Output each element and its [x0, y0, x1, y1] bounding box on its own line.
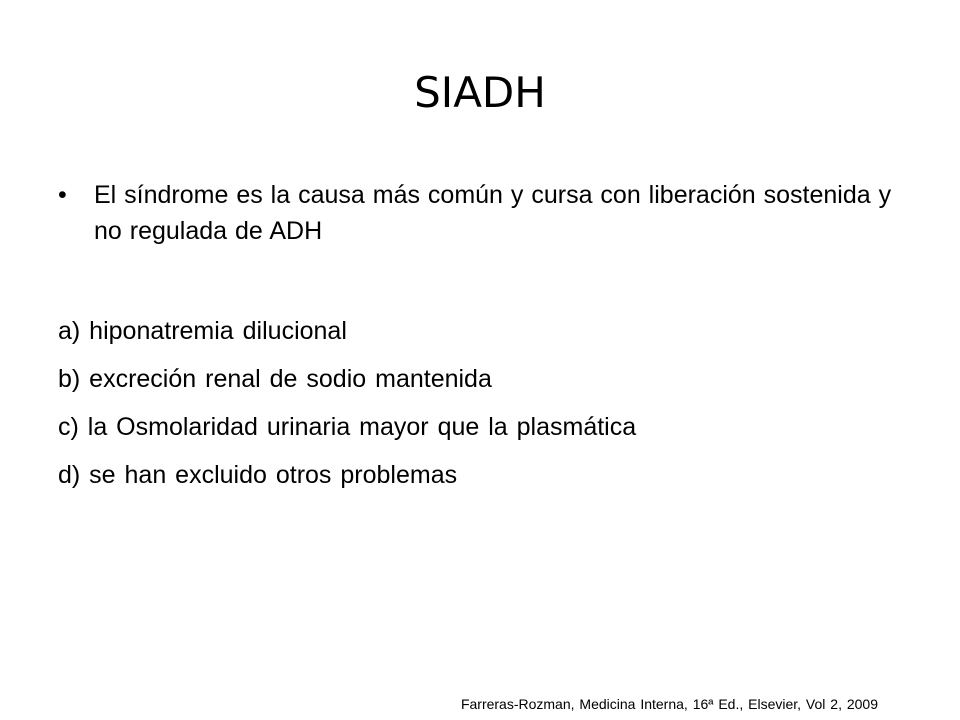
bullet-row	[58, 177, 918, 249]
bullet-dot-icon: •	[58, 181, 67, 209]
citation: Farreras-Rozman, Medicina Interna, 16ª Ed., Elsevier, Vol 2, 2009	[460, 696, 878, 712]
criteria-item-d: d) se han excluido otros problemas	[58, 461, 458, 489]
criteria-item-c: c) la Osmolaridad urinaria mayor que la plasmática	[58, 413, 637, 441]
slide-title: SIADH	[414, 68, 546, 117]
criteria-item-b: b) excreción renal de sodio mantenida	[58, 365, 492, 393]
bullet-text: El síndrome es la causa más común y cursa con liberación sostenida y no regulada de ADH	[94, 181, 892, 245]
criteria-item-a: a) hiponatremia dilucional	[58, 317, 347, 345]
bullet-point	[58, 177, 918, 249]
criteria-list	[58, 307, 918, 499]
